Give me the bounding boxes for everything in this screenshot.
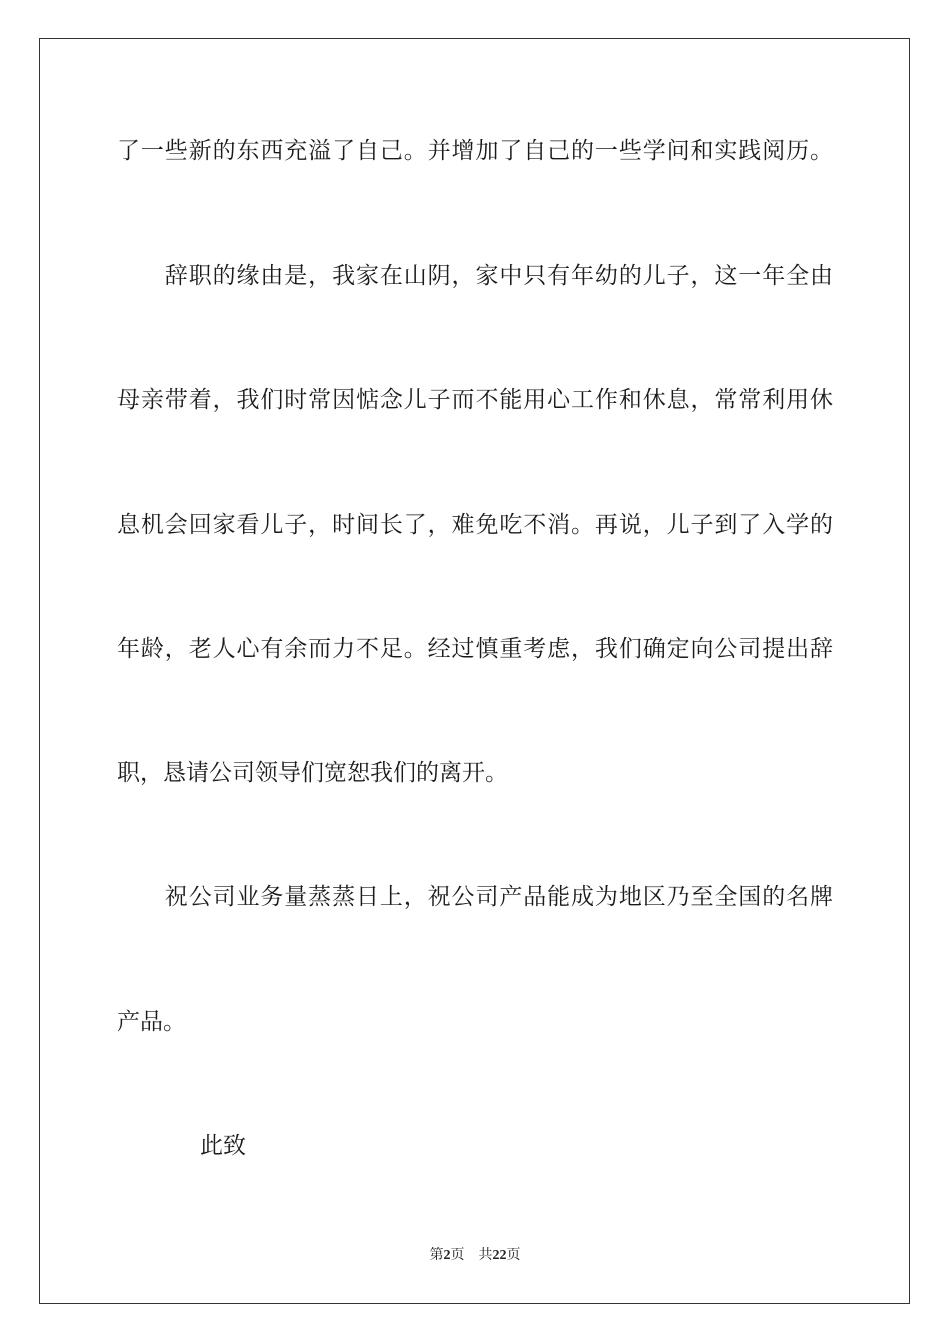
page-footer: [0, 1247, 950, 1265]
closing-salutation: 此致: [200, 1133, 246, 1159]
body-line-8: 产品。: [117, 1009, 186, 1035]
body-line-3: 母亲带着，我们时常因惦念儿子而不能用心工作和休息，常常利用休: [117, 387, 833, 413]
body-line-7: 祝公司业务量蒸蒸日上，祝公司产品能成为地区乃至全国的名牌: [117, 884, 833, 910]
body-line-6: 职，恳请公司领导们宽恕我们的离开。: [117, 760, 508, 786]
body-line-4: 息机会回家看儿子，时间长了，难免吃不消。再说，儿子到了入学的: [117, 512, 833, 538]
body-line-1: 了一些新的东西充溢了自己。并增加了自己的一些学问和实践阅历。: [117, 138, 833, 164]
body-line-2: 辞职的缘由是，我家在山阴，家中只有年幼的儿子，这一年全由: [117, 263, 833, 289]
total-suffix: 页: [506, 1248, 521, 1263]
page-border: [39, 38, 910, 1304]
page-suffix: 页: [450, 1248, 465, 1263]
total-pages: 22: [492, 1248, 507, 1263]
total-prefix: 共: [478, 1248, 493, 1263]
body-line-5: 年龄，老人心有余而力不足。经过慎重考虑，我们确定向公司提出辞: [117, 636, 833, 662]
page-number: 2: [443, 1248, 451, 1263]
page-prefix: 第: [429, 1248, 444, 1263]
